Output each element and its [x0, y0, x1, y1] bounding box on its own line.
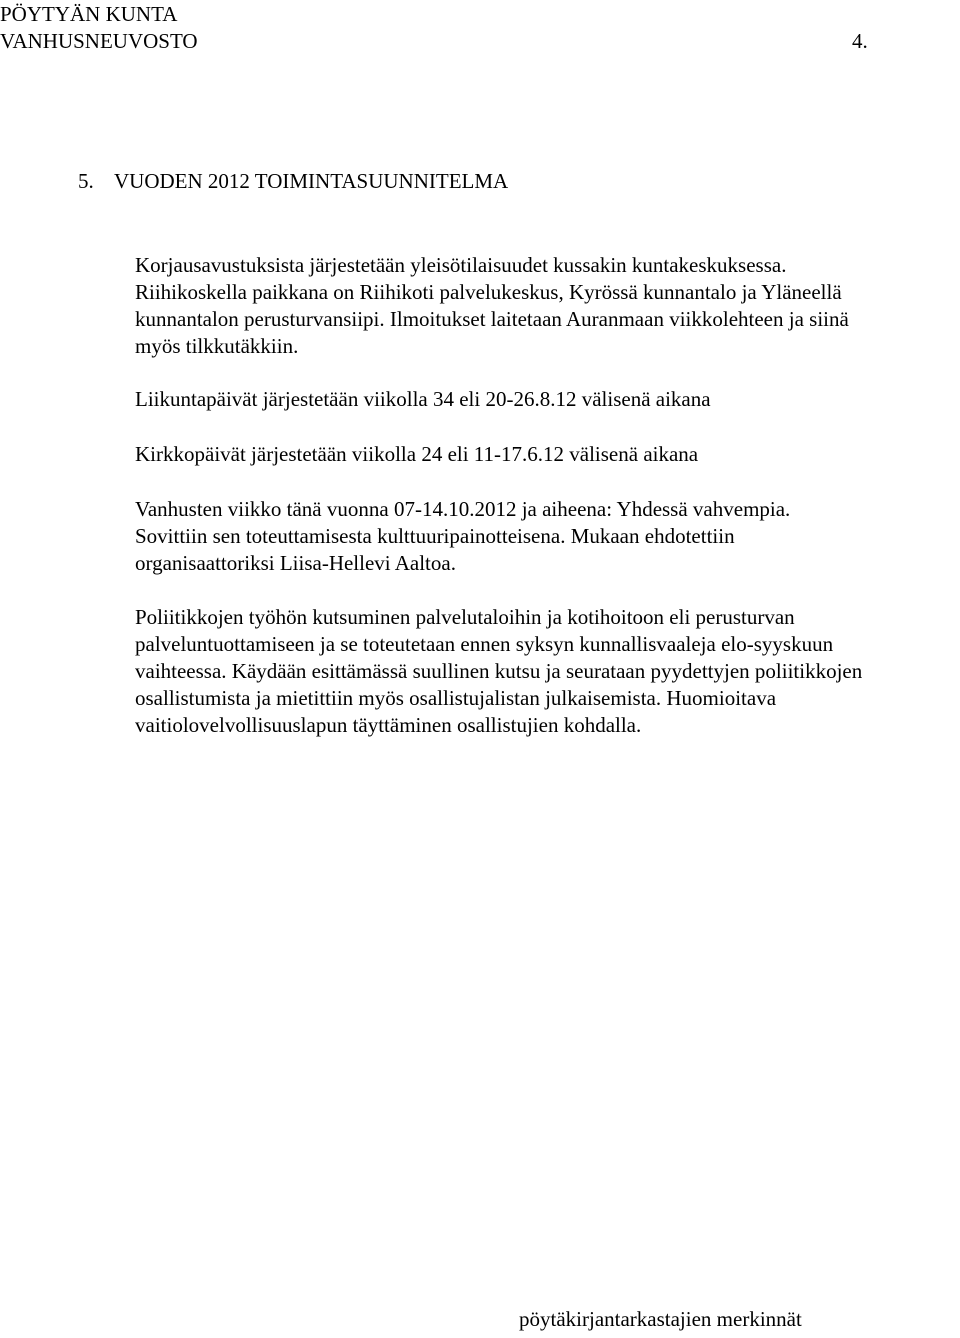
section-title: VUODEN 2012 TOIMINTASUUNNITELMA	[114, 169, 509, 193]
paragraph-politicians-invitation	[135, 604, 955, 739]
paragraph-line: Liikuntapäivät järjestetään viikolla 34 eli 20-26.8.12 välisenä aikana	[135, 387, 711, 411]
paragraph-line: Sovittiin sen toteuttamisesta kulttuuripainotteisena. Mukaan ehdotettiin	[135, 524, 735, 548]
paragraph-line: vaitiolovelvollisuuslapun täyttäminen osallistujien kohdalla.	[135, 713, 642, 737]
paragraph-line: organisaattoriksi Liisa-Hellevi Aaltoa.	[135, 551, 456, 575]
section-number: 5.	[78, 169, 94, 193]
paragraph-line: kunnantalon perusturvansiipi. Ilmoitukset laitetaan Auranmaan viikkolehteen ja siinä	[135, 307, 849, 331]
reviewer-notes-label: pöytäkirjantarkastajien merkinnät	[519, 1307, 802, 1331]
paragraph-elderly-week	[135, 496, 955, 577]
paragraph-line: Korjausavustuksista järjestetään yleisötilaisuudet kussakin kuntakeskuksessa.	[135, 253, 787, 277]
section-heading	[78, 168, 508, 195]
paragraph-line: myös tilkkutäkkiin.	[135, 334, 299, 358]
paragraph-line: palveluntuottamiseen ja se toteutetaan ennen syksyn kunnallisvaaleja elo-syyskuun	[135, 632, 834, 656]
paragraph-line: osallistumista ja mietittiin myös osallistujalistan julkaisemista. Huomioitava	[135, 686, 777, 710]
organization-name: PÖYTYÄN KUNTA	[0, 2, 178, 26]
paragraph-exercise-days	[135, 386, 955, 413]
paragraph-church-days	[135, 441, 955, 468]
paragraph-line: Poliitikkojen työhön kutsuminen palvelutaloihin ja kotihoitoon eli perusturvan	[135, 605, 795, 629]
department-name: VANHUSNEUVOSTO	[0, 29, 198, 53]
paragraph-line: Riihikoskella paikkana on Riihikoti palvelukeskus, Kyrössä kunnantalo ja Yläneellä	[135, 280, 842, 304]
page-number: 4.	[852, 29, 868, 53]
paragraph-line: Vanhusten viikko tänä vuonna 07-14.10.2012 ja aiheena: Yhdessä vahvempia.	[135, 497, 791, 521]
paragraph-repair-grants	[135, 252, 955, 360]
paragraph-line: vaihteessa. Käydään esittämässä suullinen kutsu ja seurataan pyydettyjen poliitikkojen	[135, 659, 863, 683]
paragraph-line: Kirkkopäivät järjestetään viikolla 24 eli 11-17.6.12 välisenä aikana	[135, 442, 699, 466]
